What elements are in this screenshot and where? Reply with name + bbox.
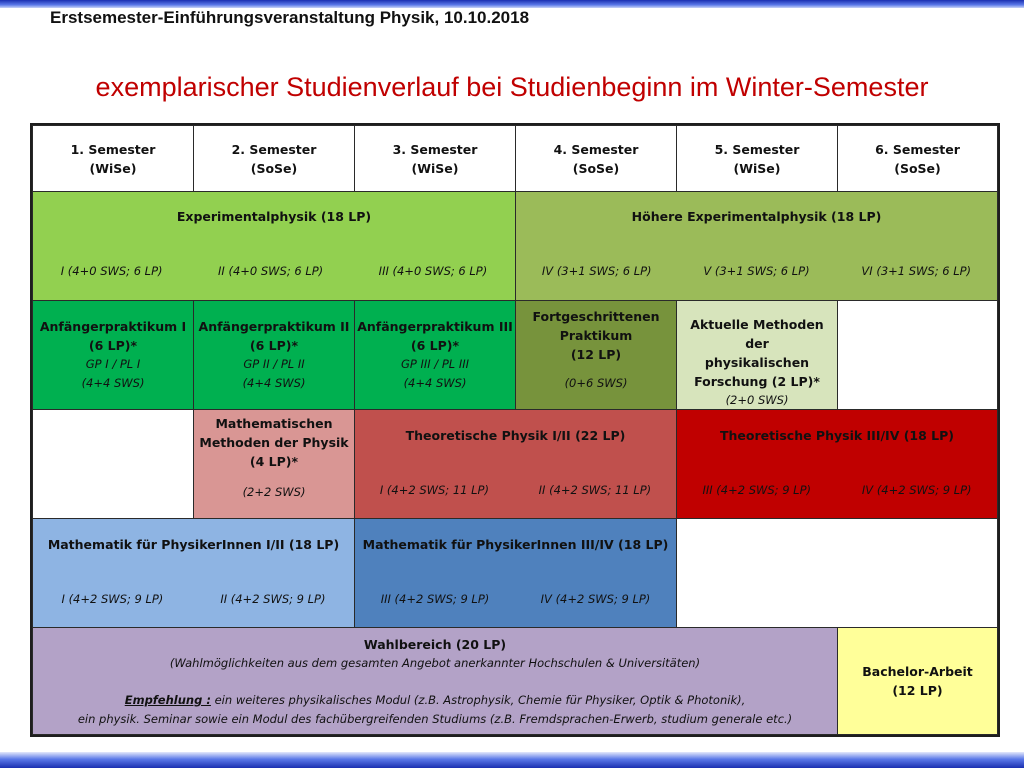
semester-header-6 [837,125,998,192]
bottom-accent-bar [0,752,1024,768]
module-lp: Forschung (2 LP)* [694,374,820,389]
empty-cell [676,518,998,628]
part-label: II (4+2 SWS; 11 LP) [538,483,652,497]
semester-name: 5. Semester [714,142,800,157]
semester-term: (WiSe) [733,161,781,176]
anfaengerpraktikum-1 [32,300,194,410]
module-sws: (4+4 SWS) [242,376,306,390]
module-title: Bachelor-Arbeit [862,664,973,679]
fortgeschrittenen-praktikum [515,300,677,410]
recommendation-line-2: ein physik. Seminar sowie ein Modul des fachübergreifenden Studiums (z.B. Fremdsprachen-Erwerb, studium generale etc.) [77,712,793,726]
module-code: GP II / PL II [243,357,305,371]
module-title: Wahlbereich (20 LP) [363,637,507,652]
module-lp: (6 LP)* [410,338,460,353]
part-label: IV (4+2 SWS; 9 LP) [540,592,651,606]
mathematik-3-4-module [354,518,677,628]
slide-title: exemplarischer Studienverlauf bei Studienbeginn im Winter-Semester [95,72,929,102]
wahlbereich-module [32,627,838,735]
module-parts [33,262,515,281]
module-sws: (2+0 SWS) [725,393,789,407]
part-label: VI (3+1 SWS; 6 LP) [861,264,972,278]
semester-term: (SoSe) [894,161,941,176]
semester-name: 1. Semester [70,142,156,157]
semester-term: (SoSe) [250,161,298,176]
module-title: Experimentalphysik (18 LP) [176,209,372,224]
hoehere-experimentalphysik-module [515,191,998,301]
semester-name: 6. Semester [875,142,960,157]
module-parts [677,481,997,500]
study-plan-table [30,123,1000,737]
part-label: III (4+2 SWS; 9 LP) [702,483,811,497]
module-title: Anfängerpraktikum III [357,319,513,334]
module-title: Mathematik für PhysikerInnen I/II (18 LP) [47,537,340,552]
aktuelle-methoden-module [676,300,838,410]
part-label: IV (3+1 SWS; 6 LP) [541,264,652,278]
module-title: physikalischen [704,355,810,370]
part-label: III (4+2 SWS; 9 LP) [380,592,490,606]
part-label: I (4+0 SWS; 6 LP) [60,264,163,278]
semester-term: (SoSe) [572,161,620,176]
part-label: II (4+0 SWS; 6 LP) [218,264,324,278]
module-parts [355,590,676,609]
semester-name: 4. Semester [553,142,639,157]
semester-header-2 [193,125,355,192]
module-title: Mathematik für PhysikerInnen III/IV (18 LP) [362,537,669,552]
top-accent-bar [0,0,1024,8]
module-title: Mathematischen [215,416,333,431]
module-title: Methoden der Physik [199,435,349,450]
recommendation-line-1 [33,691,837,710]
wahlbereich-subtitle: (Wahlmöglichkeiten aus dem gesamten Angebot anerkannter Hochschulen & Universitäten) [169,656,701,670]
recommendation-label: Empfehlung : [124,693,211,707]
semester-header-1 [32,125,194,192]
module-title: Theoretische Physik I/II (22 LP) [405,428,626,443]
anfaengerpraktikum-3 [354,300,516,410]
empty-cell [32,409,194,519]
part-label: IV (4+2 SWS; 9 LP) [861,483,972,497]
part-label: II (4+2 SWS; 9 LP) [220,592,326,606]
part-label: V (3+1 SWS; 6 LP) [703,264,810,278]
module-lp: (12 LP) [570,347,622,362]
semester-name: 3. Semester [392,142,478,157]
empty-cell [837,300,998,410]
module-sws: (2+2 SWS) [242,485,306,499]
theoretische-physik-3-4-module [676,409,998,519]
module-sws: (4+4 SWS) [81,376,145,390]
semester-header-5 [676,125,838,192]
module-title: Aktuelle Methoden der [690,317,824,351]
theoretische-physik-1-2-module [354,409,677,519]
semester-name: 2. Semester [231,142,317,157]
module-sws: (0+6 SWS) [564,376,628,390]
module-title: Anfängerpraktikum II [198,319,350,334]
bachelor-arbeit-module [837,627,998,735]
module-title: Praktikum [559,328,633,343]
module-title: Höhere Experimentalphysik (18 LP) [631,209,882,224]
module-code: GP III / PL III [400,357,470,371]
module-parts [33,590,354,609]
module-title: Anfängerpraktikum I [39,319,187,334]
module-parts [355,481,676,500]
anfaengerpraktikum-2 [193,300,355,410]
semester-term: (WiSe) [89,161,137,176]
module-lp: (6 LP)* [249,338,299,353]
module-lp: (6 LP)* [88,338,138,353]
module-title: Fortgeschrittenen [532,309,660,324]
experimentalphysik-module [32,191,516,301]
module-parts [516,262,997,281]
semester-header-4 [515,125,677,192]
part-label: I (4+2 SWS; 11 LP) [379,483,489,497]
module-lp: (12 LP) [892,683,943,698]
mathematische-methoden-module [193,409,355,519]
semester-header-3 [354,125,516,192]
part-label: III (4+0 SWS; 6 LP) [378,264,488,278]
module-sws: (4+4 SWS) [403,376,467,390]
module-lp: (4 LP)* [249,454,299,469]
module-code: GP I / PL I [85,357,141,371]
module-title: Theoretische Physik III/IV (18 LP) [719,428,955,443]
mathematik-1-2-module [32,518,355,628]
recommendation-text: ein weiteres physikalisches Modul (z.B. Astrophysik, Chemie für Physiker, Optik & Photonik), [210,693,746,707]
slide-header: Erstsemester-Einführungsveranstaltung Physik, 10.10.2018 [50,8,530,27]
semester-term: (WiSe) [411,161,459,176]
part-label: I (4+2 SWS; 9 LP) [61,592,164,606]
